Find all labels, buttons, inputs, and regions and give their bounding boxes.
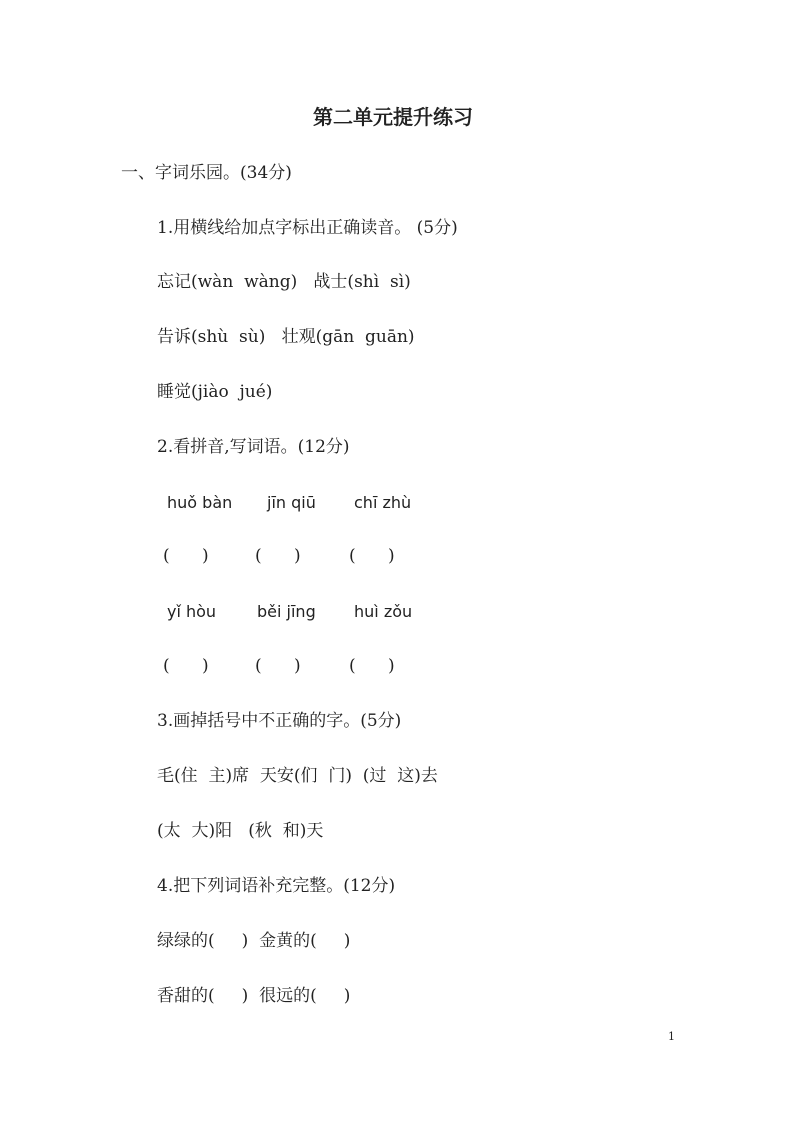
q4-line: 绿绿的( ) 金黄的( ) [157, 931, 351, 951]
q1-line: 告诉(shù sù) 壮观(gān guān) [157, 327, 415, 347]
question-3-label: 3.画掉括号中不正确的字。(5分) [157, 711, 402, 731]
page-title: 第二单元提升练习 [313, 105, 473, 129]
answer-blank: ( ) [255, 656, 301, 676]
section-heading: 一、字词乐园。(34分) [121, 163, 292, 183]
page-number: 1 [668, 1030, 675, 1043]
answer-blank: ( ) [255, 546, 301, 566]
pinyin-prompt: jīn qiū [267, 493, 316, 512]
q3-line: (太 大)阳 (秋 和)天 [157, 821, 324, 841]
q1-line: 忘记(wàn wàng) 战士(shì sì) [157, 272, 411, 292]
pinyin-prompt: yǐ hòu [167, 602, 217, 621]
q4-line: 香甜的( ) 很远的( ) [157, 986, 351, 1006]
q3-line: 毛(住 主)席 天安(们 门) (过 这)去 [157, 766, 438, 786]
answer-blank: ( ) [163, 656, 209, 676]
pinyin-prompt: huǒ bàn [167, 493, 233, 512]
answer-blank: ( ) [349, 546, 395, 566]
question-4-label: 4.把下列词语补充完整。(12分) [157, 876, 396, 896]
q1-line: 睡觉(jiào jué) [157, 382, 273, 402]
answer-blank: ( ) [349, 656, 395, 676]
pinyin-prompt: běi jīng [257, 602, 316, 621]
question-2-label: 2.看拼音,写词语。(12分) [157, 437, 350, 457]
question-1-label: 1.用横线给加点字标出正确读音。 (5分) [157, 218, 458, 238]
answer-blank: ( ) [163, 546, 209, 566]
pinyin-prompt: chī zhù [354, 493, 412, 512]
pinyin-prompt: huì zǒu [354, 602, 413, 621]
